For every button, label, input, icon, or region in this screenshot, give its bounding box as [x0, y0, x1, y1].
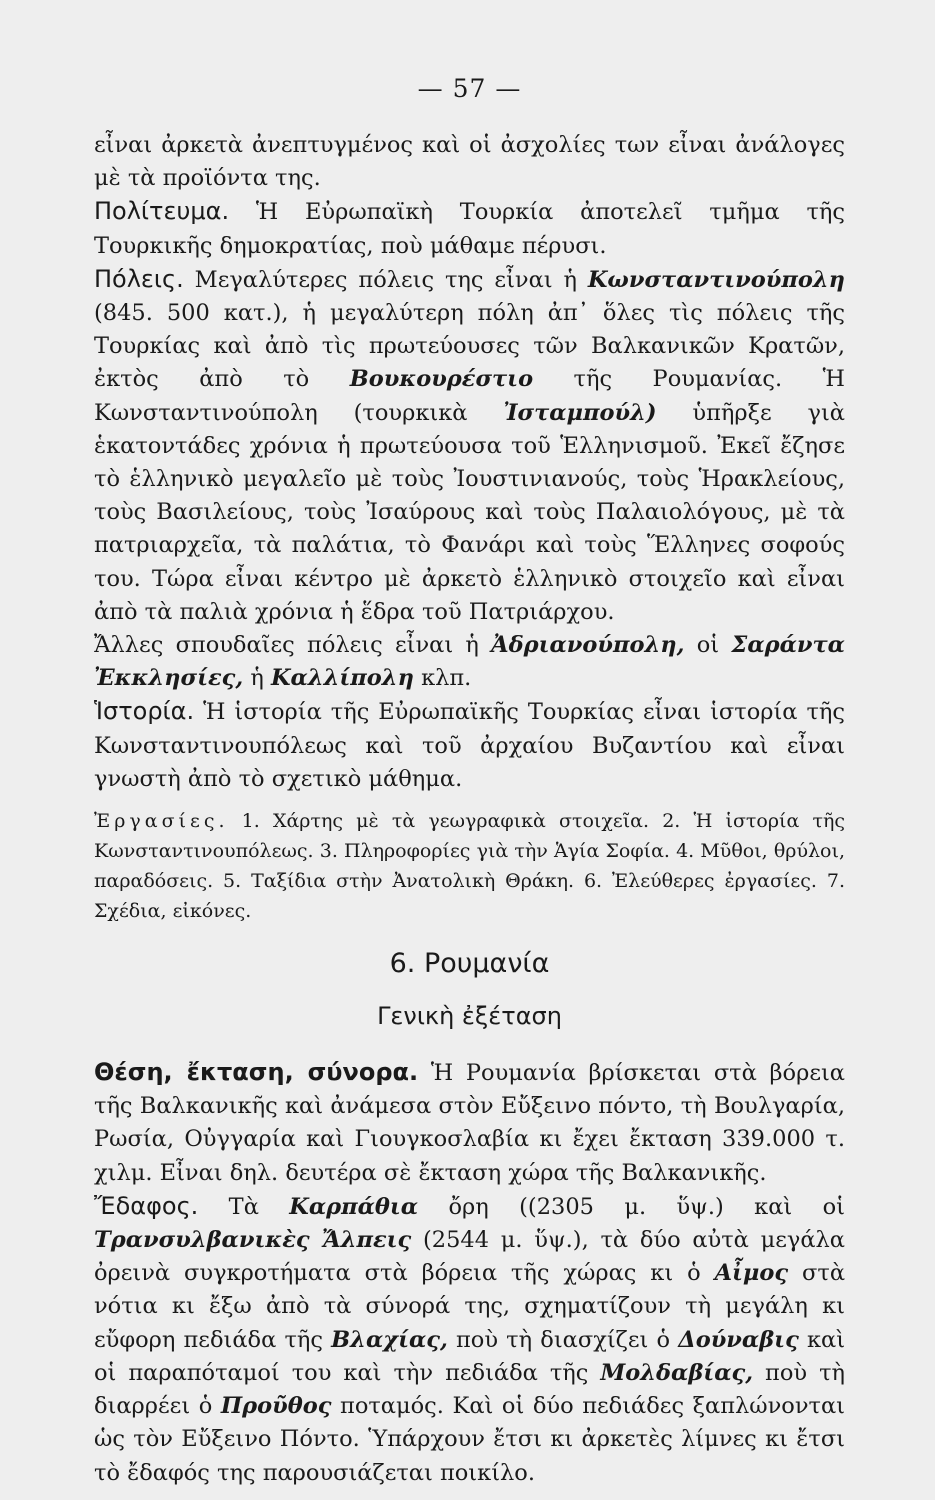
- alles-text-2: οἱ: [684, 632, 732, 659]
- istoria-text: Ἡ ἱστορία τῆς Εὐρωπαϊκῆς Τουρκίας εἶναι ἱστορία τῆς Κωνσταντινουπόλεως καὶ τοῦ ἀρχαίου Βυζαντίου καὶ εἶναι γνωστὴ ἀπὸ τὸ σχετικὸ μάθημα.: [94, 699, 845, 792]
- heading-istoria: Ἱστορία.: [94, 697, 195, 726]
- term-vlaxia: Βλαχίας,: [331, 1326, 448, 1353]
- paragraph-intro: [94, 129, 845, 195]
- edafos-text-1: Τὰ: [198, 1193, 290, 1220]
- thesi-text: Ἡ Ρουμανία βρίσκεται στὰ βόρεια τῆς Βαλκανικῆς καὶ ἀνάμεσα στὸν Εὔξεινο πόντο, τὴ Βουλγαρία, Ρωσία, Οὐγγαρία καὶ Γιουγκοσλαβία κι ἔχει ἔκταση 339.000 τ. χιλμ. Εἶναι δηλ. δευτέρα σὲ ἔκταση χώρα τῆς Βαλκανικῆς.: [94, 1060, 845, 1186]
- paragraph-poleis: [94, 263, 845, 629]
- paragraph-thesi: [94, 1056, 845, 1190]
- heading-edafos: Ἔδαφος.: [94, 1191, 199, 1220]
- poleis-text-3: τῆς Ρουμανίας. Ἡ Κωνσταντινούπολη (τουρκικὰ: [94, 366, 845, 426]
- paragraph-ergasies: [94, 806, 845, 926]
- term-aimos: Αἶμος: [714, 1260, 789, 1287]
- paragraph-intro-text: εἶναι ἀρκετὰ ἀνεπτυγμένος καὶ οἱ ἀσχολίες των εἶναι ἀνάλογες μὲ τὰ προϊόντα της.: [94, 132, 845, 192]
- politeuma-text: Ἡ Εὐρωπαϊκὴ Τουρκία ἀποτελεῖ τμῆμα τῆς Τουρκικῆς δημοκρατίας, ποὺ μάθαμε πέρυσι.: [94, 199, 845, 259]
- edafos-text-8: ποταμός. Καὶ οἱ δύο πεδιάδες ξαπλώνονται ὡς τὸν Εὔξεινο Πόντο. Ὑπάρχουν ἔτσι κι ἀρκετὲς λίμνες κι ἔτσι τὸ ἔδαφός της παρουσιάζεται ποικίλο.: [94, 1393, 845, 1486]
- alles-text-1: Ἄλλες σπουδαῖες πόλεις εἶναι ἡ: [94, 632, 492, 659]
- ergasies-text: 1. Χάρτης μὲ τὰ γεωγραφικὰ στοιχεῖα. 2. Ἡ ἱστορία τῆς Κωνσταντινουπόλεως. 3. Πληροφορίες γιὰ τὴν Ἁγία Σοφία. 4. Μῦθοι, θρύλοι, παραδόσεις. 5. Ταξίδια στὴν Ἀνατολικὴ Θράκη. 6. Ἐλεύθερες ἐργασίες. 7. Σχέδια, εἰκόνες.: [94, 810, 845, 923]
- section-title: 6. Ρουμανία: [389, 948, 550, 980]
- term-boukourestio: Βουκουρέστιο: [349, 366, 534, 393]
- paragraph-istoria: [94, 695, 845, 796]
- paragraph-alles: [94, 629, 845, 695]
- term-moldavia: Μολδαβίας,: [600, 1359, 754, 1386]
- paragraph-edafos: [94, 1190, 845, 1490]
- poleis-text-2: (845. 500 κατ.), ἡ μεγαλύτερη πόλη ἀπ᾿ ὅλες τὶς πόλεις τῆς Τουρκίας καὶ ἀπὸ τὶς πρωτεύουσες τῶν Βαλκανικῶν Κρατῶν, ἐκτὸς ἀπὸ τὸ: [94, 300, 845, 393]
- term-adrianoupoli: Ἀδριανούπολη,: [491, 632, 685, 659]
- poleis-text-1: Μεγαλύτερες πόλεις της εἶναι ἡ: [183, 266, 588, 293]
- alles-text-4: κλπ.: [413, 665, 472, 692]
- poleis-text-4: ὑπῆρξε γιὰ ἑκατοντάδες χρόνια ἡ πρωτεύουσα τοῦ Ἑλληνισμοῦ. Ἐκεῖ ἔζησε τὸ ἑλληνικὸ μεγαλεῖο μὲ τοὺς Ἰουστινιανούς, τοὺς Ἡρακλείους, τοὺς Βασιλείους, τοὺς Ἰσαύρους καὶ τοὺς Παλαιολόγους, μὲ τὰ πατριαρχεῖα, τὰ παλάτια, τὸ Φανάρι καὶ τοὺς Ἕλληνες σοφούς του. Τώρα εἶναι κέντρο μὲ ἀρκετὸ ἑλληνικὸ στοιχεῖο καὶ εἶναι ἀπὸ τὰ παλιὰ χρόνια ἡ ἕδρα τοῦ Πατριάρχου.: [94, 399, 845, 625]
- term-prouthos: Προῦθος: [220, 1393, 332, 1420]
- term-dounavis: Δούναβις: [678, 1326, 799, 1353]
- term-konstantinoupoli: Κωνσταντινούπολη: [587, 266, 845, 293]
- heading-ergasies: Ἐργασίες.: [94, 810, 229, 833]
- page-number: — 57 —: [417, 74, 522, 103]
- term-transylvanikes-alpeis: Τρανσυλβανικὲς Ἄλπεις: [94, 1227, 412, 1254]
- term-saranta-ekklisies: Σαράντα Ἐκκλησίες,: [94, 632, 845, 692]
- alles-text-3: ἡ: [243, 665, 271, 692]
- heading-thesi: Θέση, ἔκταση, σύνορα.: [94, 1058, 419, 1087]
- edafos-text-6: καὶ οἱ παραπόταμοί του καὶ τὴν πεδιάδα τῆς: [94, 1326, 846, 1386]
- term-istamboul: Ἰσταμπούλ): [503, 399, 657, 426]
- term-karpathia: Καρπάθια: [289, 1193, 419, 1220]
- edafos-text-3: (2544 μ. ὕψ.), τὰ δύο αὐτὰ μεγάλα ὀρεινὰ συγκροτήματα στὰ βόρεια τῆς χώρας κι ὁ: [94, 1227, 845, 1287]
- edafos-text-2: ὄρη ((2305 μ. ὕψ.) καὶ οἱ: [418, 1193, 845, 1220]
- paragraph-politeuma: [94, 195, 845, 262]
- heading-politeuma: Πολίτευμα.: [94, 197, 230, 226]
- term-kallipoli: Καλλίπολη: [271, 665, 414, 692]
- section-subtitle: Γενικὴ ἐξέταση: [377, 1002, 562, 1031]
- edafos-text-4: στὰ νότια κι ἔξω ἀπὸ τὰ σύνορά της, σχηματίζουν τὴ μεγάλη κι εὔφορη πεδιάδα τῆς: [94, 1260, 846, 1353]
- edafos-text-5: ποὺ τὴ διασχίζει ὁ: [447, 1326, 679, 1353]
- edafos-text-7: ποὺ τὴ διαρρέει ὁ: [94, 1359, 845, 1420]
- heading-poleis: Πόλεις.: [94, 264, 184, 293]
